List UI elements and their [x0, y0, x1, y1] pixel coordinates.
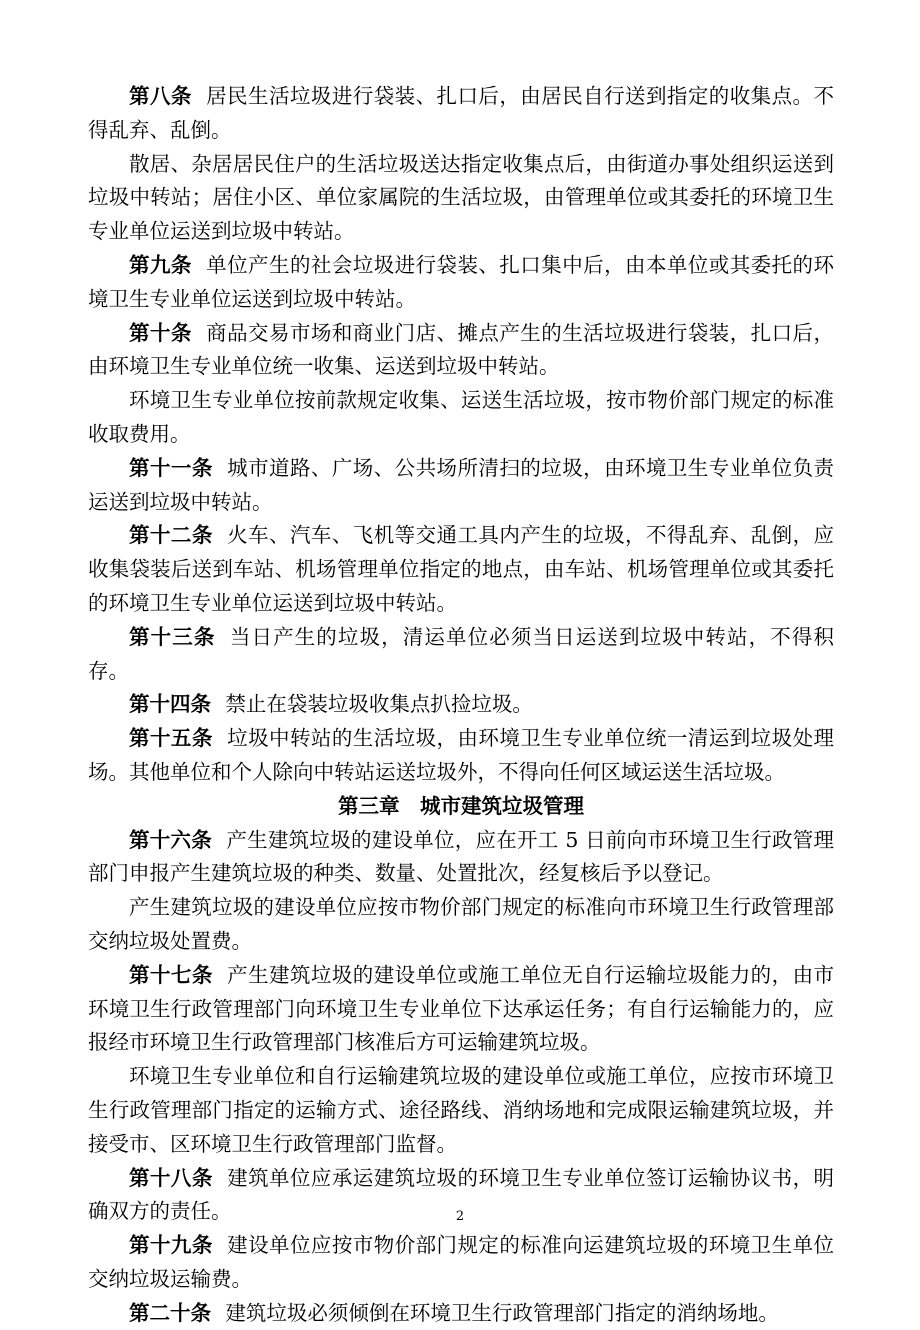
chapter-heading: 第三章 城市建筑垃圾管理 [338, 793, 584, 818]
article-number: 第十七条 [129, 962, 213, 987]
article-text: 垃圾中转站的生活垃圾，由环境卫生专业单位统一清运到垃圾处理场。其他单位和个人除向中转站运送垃圾外，不得向任何区域运送生活垃圾。 [88, 726, 835, 784]
article-number: 第二十条 [129, 1300, 211, 1325]
article-text: 建设单位应按市物价部门规定的标准向运建筑垃圾的环境卫生单位交纳垃圾运输费。 [88, 1233, 835, 1291]
article-text: 单位产生的社会垃圾进行袋装、扎口集中后，由本单位或其委托的环境卫生专业单位运送到垃圾中转站。 [88, 252, 834, 311]
paragraph-article-10 [88, 317, 834, 385]
paragraph-article-17 [88, 959, 834, 1060]
paragraph-article-10-cont [88, 384, 834, 452]
paragraph-article-15 [88, 722, 834, 790]
paragraph-article-19 [88, 1229, 834, 1297]
article-number: 第十九条 [129, 1233, 213, 1258]
article-text: 建筑垃圾必须倾倒在环境卫生行政管理部门指定的消纳场地。 [225, 1300, 779, 1325]
page-number: 2 [455, 1209, 465, 1224]
article-text: 产生建筑垃圾的建设单位应按市物价部门规定的标准向市环境卫生行政管理部交纳垃圾处置费。 [88, 895, 834, 953]
paragraph-article-16-cont [88, 891, 834, 959]
article-text: 产生建筑垃圾的建设单位，应在开工 5 日前向市环境卫生行政管理部门申报产生建筑垃圾的种类、数量、处置批次，经复核后予以登记。 [88, 827, 835, 886]
article-number: 第十三条 [129, 624, 216, 649]
article-number: 第九条 [129, 252, 192, 277]
paragraph-article-8-cont [88, 148, 834, 249]
paragraph-article-8 [88, 80, 834, 148]
article-text: 环境卫生专业单位按前款规定收集、运送生活垃圾，按市物价部门规定的标准收取费用。 [88, 388, 834, 446]
article-number: 第八条 [129, 84, 192, 108]
article-text: 产生建筑垃圾的建设单位或施工单位无自行运输垃圾能力的，由市环境卫生行政管理部门向环境卫生专业单位下达承运任务；有自行运输能力的，应报经市环境卫生行政管理部门核准后方可运输建筑垃圾。 [88, 962, 835, 1055]
article-text: 禁止在袋装垃圾收集点扒捡垃圾。 [225, 692, 533, 717]
paragraph-article-12 [88, 519, 834, 620]
article-number: 第十六条 [129, 827, 213, 852]
article-text: 商品交易市场和商业门店、摊点产生的生活垃圾进行袋装，扎口后，由环境卫生专业单位统一收集、运送到垃圾中转站。 [88, 320, 834, 379]
paragraph-article-11 [88, 452, 834, 520]
article-text: 建筑单位应承运建筑垃圾的环境卫生专业单位签订运输协议书，明确双方的责任。 [88, 1165, 835, 1224]
paragraph-article-14 [88, 688, 834, 722]
article-number: 第十五条 [129, 726, 213, 751]
paragraph-article-17-cont [88, 1060, 834, 1161]
article-text: 当日产生的垃圾，清运单位必须当日运送到垃圾中转站，不得积存。 [88, 624, 835, 683]
document-body [88, 80, 834, 1330]
article-text: 居民生活垃圾进行袋装、扎口后，由居民自行送到指定的收集点。不得乱弃、乱倒。 [88, 84, 834, 142]
article-text: 城市道路、广场、公共场所清扫的垃圾，由环境卫生专业单位负责运送到垃圾中转站。 [88, 455, 835, 514]
article-text: 环境卫生专业单位和自行运输建筑垃圾的建设单位或施工单位，应按市环境卫生行政管理部门指定的运输方式、途径路线、消纳场地和完成限运输建筑垃圾，并接受市、区环境卫生行政管理部门监督。 [88, 1064, 834, 1156]
article-number: 第十四条 [129, 692, 211, 717]
article-number: 第十一条 [129, 455, 213, 480]
article-number: 第十八条 [129, 1165, 213, 1190]
article-number: 第十二条 [129, 523, 213, 548]
article-number: 第十条 [129, 320, 192, 345]
paragraph-article-13 [88, 621, 834, 689]
article-text: 火车、汽车、飞机等交通工具内产生的垃圾，不得乱弃、乱倒，应收集袋装后送到车站、机场管理单位指定的地点，由车站、机场管理单位或其委托的环境卫生专业单位运送到垃圾中转站。 [88, 523, 835, 615]
paragraph-article-9 [88, 249, 834, 317]
paragraph-article-16 [88, 824, 834, 892]
article-text: 散居、杂居居民住户的生活垃圾送达指定收集点后，由街道办事处组织运送到垃圾中转站；居住小区、单位家属院的生活垃圾，由管理单位或其委托的环境卫生专业单位运送到垃圾中转站。 [88, 151, 834, 244]
